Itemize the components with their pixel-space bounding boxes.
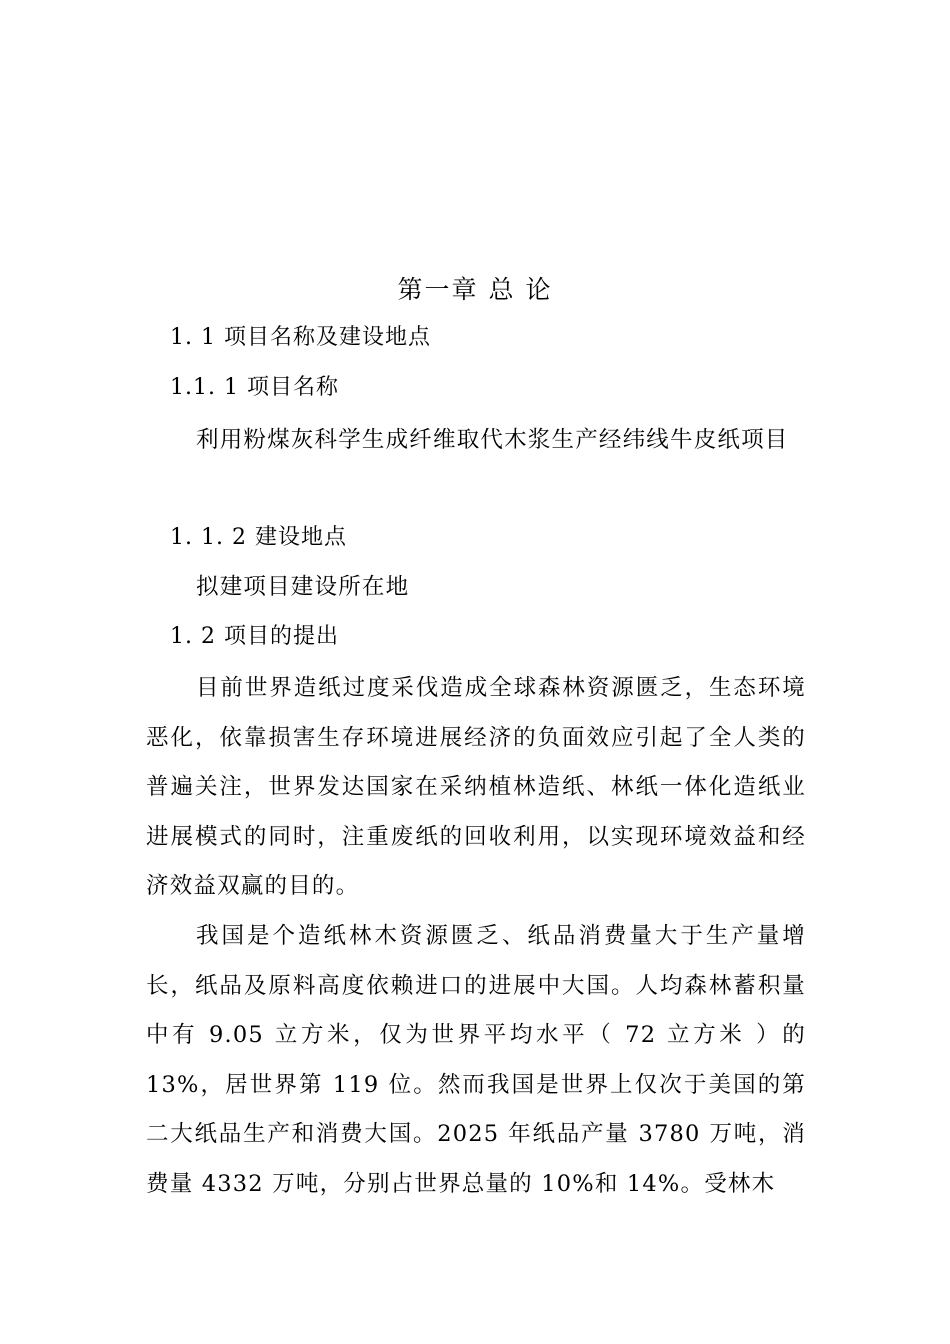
section-heading-1-1-1: 1.1. 1 项目名称 xyxy=(170,375,339,400)
section-heading-1-1-2: 1. 1. 2 建设地点 xyxy=(170,525,347,550)
location-paragraph: 拟建项目建设所在地 xyxy=(196,574,410,600)
chapter-title: 第一章 总 论 xyxy=(397,275,553,304)
body-paragraph-1: 目前世界造纸过度采伐造成全球森林资源匮乏，生态环境恶化，依靠损害生存环境进展经济的负面效应引起了全人类的普遍关注，世界发达国家在采纳植林造纸、林纸一体化造纸业进展模式的同时，注重废纸的回收利用，以实现环境效益和经济效益双赢的目的。 xyxy=(146,675,806,900)
body-paragraph-2: 我国是个造纸林木资源匮乏、纸品消费量大于生产量增长，纸品及原料高度依赖进口的进展中大国。人均森林蓄积量中有 9.05 立方米，仅为世界平均水平（ 72 立方米 ）的 13%，居世界第 119 位。然而我国是世界上仅次于美国的第二大纸品生产和消费大国。2025 年纸品产量 3780 万吨，消费量 4332 万吨，分别占世界总量的 10%和 14%。受林木 xyxy=(146,923,806,1197)
project-name-paragraph: 利用粉煤灰科学生成纤维取代木浆生产经纬线牛皮纸项目 xyxy=(196,427,789,453)
section-heading-1-1: 1. 1 项目名称及建设地点 xyxy=(170,325,431,350)
section-heading-1-2: 1. 2 项目的提出 xyxy=(170,624,339,649)
